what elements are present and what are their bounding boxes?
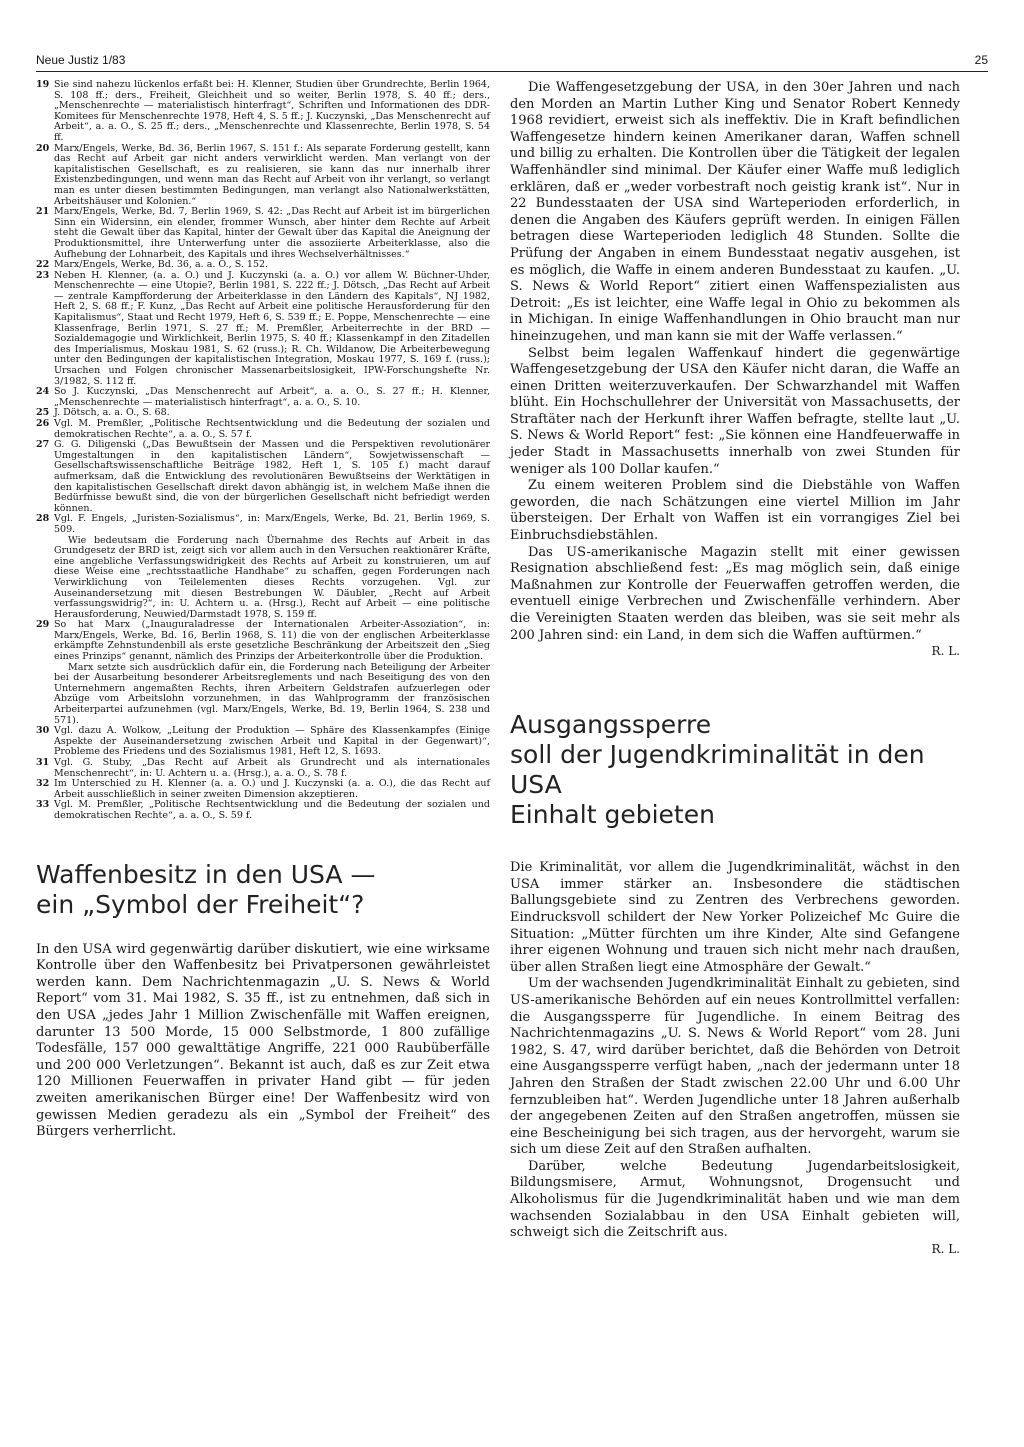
footnote-number: 33	[36, 799, 50, 811]
footnote-text: So J. Kuczynski, „Das Menschenrecht auf Arbeit“, a. a. O., S. 27 ff.; H. Klenner, „Menschenrechte — materialistisch hinterfragt“, a. a. O., S. 10.	[54, 386, 490, 408]
footnote-text: Vgl. M. Premßler, „Politische Rechtsentwicklung und die Bedeutung der sozialen und demokratischen Rechte“, a. a. O., S. 57 f.	[54, 418, 490, 440]
article-paragraph: Selbst beim legalen Waffenkauf hindert die gegenwärtige Waffengesetzgebung der USA den Käufer nicht daran, die Waffe an einen Dritten weiterzuverkaufen. Der Schwarzhandel mit Waffen blüht. Ein Hochschullehrer der Universität von Massachusetts, der Straftäter nach der Herkunft ihrer Waffen befragte, stellte laut „U. S. News & World Report“ fest: „Sie können eine Handfeuerwaffe in jeder Stadt in Massachusetts innerhalb von zwei Stunden für weniger als 100 Dollar kaufen.“	[510, 345, 960, 477]
footnote	[36, 419, 490, 440]
footnote-text: J. Dötsch, a. a. O., S. 68.	[54, 407, 170, 419]
footnote	[36, 440, 490, 514]
article-paragraph: Die Kriminalität, vor allem die Jugendkriminalität, wächst in den USA immer stärker an. Insbesondere die städtischen Ballungsgebiete sind zu Zentren des Verbrechens geworden. Eindrucksvoll schildert der New Yorker Polizeichef Mc Guire die Situation: „Mütter fürchten um ihre Kinder, Alte sind Gefangene ihrer eigenen Wohnung und trauen sich nicht mehr nach draußen, über allen Straßen liegt eine Atmosphäre der Gewalt.“	[510, 860, 960, 975]
article-title-line: soll der Jugendkriminalität in den USA	[510, 740, 925, 800]
article-paragraph: Darüber, welche Bedeutung Jugendarbeitslosigkeit, Bildungsmisere, Armut, Wohnungsnot, Drogensucht und Alkoholismus für die Jugendkriminalität haben und wie man dem wachsenden Sozialabbau in den USA Einhalt gebieten will, schweigt sich die Zeitschrift aus.	[510, 1158, 960, 1241]
page-number: 25	[974, 53, 988, 67]
article-title-line: Waffenbesitz in den USA —	[36, 859, 376, 889]
footnote-text: Vgl. M. Premßler, „Politische Rechtsentwicklung und die Bedeutung der sozialen und demokratischen Rechte“, a. a. O., S. 59 f.	[54, 799, 490, 821]
footnote-continuation: Marx setzte sich ausdrücklich dafür ein, die Forderung nach Beteiligung der Arbeiter bei der Ausarbeitung besonderer Arbeitsreglements und nach Beseitigung des von den Unternehmern angemaßten Rechts, ihren Arbeitern Geldstrafen aufzuerlegen oder Abzüge vom Arbeitslohn vorzunehmen, in das Wahlprogramm der französischen Arbeiterpartei aufzunehmen (vgl. Marx/Engels, Werke, Bd. 19, Berlin 1964, S. 238 und 571).	[54, 661, 490, 726]
article-paragraph: Die Waffengesetzgebung der USA, in den 30er Jahren und nach den Morden an Martin Luther King und Senator Robert Kennedy 1968 revidiert, erweist sich als ineffektiv. Die in Kraft befindlichen Waffengesetze hindern keinen Amerikaner daran, Waffen schnell und billig zu erhalten. Die Kontrollen über die Tätigkeit der legalen Waffenhändler sind minimal. Der Käufer einer Waffe muß lediglich erklären, daß er „weder vorbestraft noch geistig krank ist“. Nur in 22 Bundesstaaten der USA sind Warteperioden erforderlich, in denen die Angaben des Käufers geprüft werden. In einigen Fällen betragen diese Warteperioden lediglich 48 Stunden. Sollte die Prüfung der Angaben in einem Bundesstaat negativ ausgehen, ist es möglich, die Waffe in einem anderen Bundesstaat zu kaufen. „U. S. News & World Report“ zitiert einen Waffenspezialisten aus Detroit: „Es ist leichter, eine Waffe legal in Ohio zu bekommen als in Michigan. In einige Waffenhandlungen in Ohio braucht man nur hineinzugehen, und man kann sie mit der Waffe verlassen.“	[510, 80, 960, 344]
footnote-number: 28	[36, 513, 50, 525]
journal-title: Neue Justiz 1/83	[36, 53, 126, 67]
footnote-text: Neben H. Klenner, (a. a. O.) und J. Kuczynski (a. a. O.) vor allem W. Büchner-Uhder, Menschenrechte — eine Utopie?, Berlin 1981, S. 222 ff.; J. Dötsch, „Das Recht auf Arbeit — zentrale Kampfforderung der Arbeiterklasse in den Ländern des Kapitals“, NJ 1982, Heft 2, S. 68 ff.; F. Kunz, „Das Recht auf Arbeit eine politische Herausforderung für den Kapitalismus“, Staat und Recht 1979, Heft 6, S. 539 ff.; E. Poppe, Menschenrechte — eine Klassenfrage, Berlin 1971, S. 27 ff.; M. Premßler, Arbeiterrechte in der BRD — Sozialdemagogie und Wirklichkeit, Berlin 1975, S. 40 ff.; Klassenkampf in den Zitadellen des Imperialismus, Moskau 1981, S. 62 (russ.); R. Ch. Wildanow, Die Arbeiterbewegung unter den Bedingungen der kapitalistischen Integration, Moskau 1977, S. 169 f. (russ.); Ursachen und Folgen chronischer Massenarbeitslosigkeit, IPW-Forschungshefte Nr. 3/1982, S. 112 ff.	[54, 269, 490, 387]
footnote-number: 24	[36, 386, 50, 398]
footnote-number: 29	[36, 619, 50, 631]
footnote	[36, 207, 490, 260]
footnote-number: 19	[36, 79, 50, 90]
footnote-text: Vgl. dazu A. Wolkow, „Leitung der Produktion — Sphäre des Klassenkampfes (Einige Aspekte der Auseinandersetzung zwischen Arbeit und Kapital in der Gegenwart)“, Probleme des Friedens und des Sozialismus 1981, Heft 12, S. 1693.	[54, 725, 490, 758]
footnote-number: 30	[36, 725, 50, 737]
footnote-text: Marx/Engels, Werke, Bd. 36, a. a. O., S. 152.	[54, 259, 269, 271]
footnote-number: 22	[36, 259, 50, 271]
footnote	[36, 514, 490, 535]
footnote-number: 20	[36, 142, 50, 154]
footnote-text: Vgl. F. Engels, „Juristen-Sozialismus“, in: Marx/Engels, Werke, Bd. 21, Berlin 1969, S. 509.	[54, 513, 490, 535]
footnote-text: Sie sind nahezu lückenlos erfaßt bei: H. Klenner, Studien über Grundrechte, Berlin 1964, S. 108 ff.; ders., Freiheit, Gleichheit und so weiter, Berlin 1978, S. 40 ff.; ders., „Menschenrechte — materialistisch hinterfragt“, Schriften und Informationen des DDR-Komitees für Menschenrechte 1978, Heft 4, S. 5 ff.; J. Kuczynski, „Das Menschenrecht auf Arbeit“, a. a. O., S. 25 ff.; ders., „Menschenrechte und Klassenrechte, Berlin 1978, S. 54 ff.	[54, 79, 490, 143]
page-header	[36, 53, 988, 72]
footnotes	[36, 80, 490, 822]
footnote-text: Vgl. G. Stuby, „Das Recht auf Arbeit als Grundrecht und als internationales Menschenrecht“, in: U. Achtern u. a. (Hrsg.), a. a. O., S. 78 f.	[54, 757, 490, 779]
right-column	[510, 80, 960, 1256]
article-paragraph: Um der wachsenden Jugendkriminalität Einhalt zu gebieten, sind US-amerikanische Behörden auf ein neues Kontrollmittel verfallen: die Ausgangssperre für Jugendliche. In einem Beitrag des Nachrichtenmagazins „U. S. News & World Report“ vom 28. Juni 1982, S. 47, wird darüber berichtet, daß die Behörden von Detroit eine Ausgangssperre verfügt haben, „nach der jedermann unter 18 Jahren den Straßen der Stadt zwischen 22.00 Uhr und 6.00 Uhr fernzubleiben hat“. Werden Jugendliche unter 18 Jahren außerhalb der angegebenen Zeiten auf den Straßen angetroffen, müssen sie eine Bescheinigung bei sich tragen, aus der hervorgeht, warum sie sich um diese Zeit auf den Straßen aufhalten.	[510, 976, 960, 1158]
author-signature: R. L.	[931, 644, 960, 659]
article-title-curfew	[510, 710, 960, 830]
footnote	[36, 387, 490, 408]
article-title-line: ein „Symbol der Freiheit“?	[36, 889, 365, 919]
footnote-continuation: Wie bedeutsam die Forderung nach Übernahme des Rechts auf Arbeit in das Grundgesetz der BRD ist, zeigt sich vor allem auch in den Versuchen reaktionärer Kräfte, eine angebliche Verfassungswidrigkeit des Rechts auf Arbeit zu konstruieren, um auf diese Weise eine „rechtsstaatliche Handhabe“ zu schaffen, gegen Forderungen nach Verwirklichung von Teilelementen dieses Rechts vorzugehen. Vgl. zur Auseinandersetzung mit diesen Bestrebungen W. Däubler, „Recht auf Arbeit verfassungswidrig?“, in: U. Achtern u. a. (Hrsg.), Recht auf Arbeit — eine politische Herausforderung, Neuwied/Darmstadt 1978, S. 159 ff.	[54, 534, 490, 620]
footnote	[36, 80, 490, 144]
footnote-text: Im Unterschied zu H. Klenner (a. a. O.) und J. Kuczynski (a. a. O.), die das Recht auf Arbeit ausschließlich in seiner zweiten Dimension akzeptieren.	[54, 778, 490, 800]
footnote-number: 21	[36, 206, 50, 218]
footnote-number: 31	[36, 757, 50, 768]
footnote-number: 27	[36, 439, 50, 451]
footnote-text: Marx/Engels, Werke, Bd. 7, Berlin 1969, S. 42: „Das Recht auf Arbeit ist im bürgerlichen Sinn ein Widersinn, ein elender, frommer Wunsch, aber hinter dem Rechte auf Arbeit steht die Gewalt über das Kapital, hinter der Gewalt über das Kapital die Aneignung der Produktionsmittel, ihre Unterwerfung unter die assoziierte Arbeiterklasse, also die Aufhebung der Lohnarbeit, des Kapitals und ihres Wechselverhältnisses.“	[54, 206, 490, 260]
author-signature: R. L.	[931, 1241, 960, 1256]
article-title-line: Einhalt gebieten	[510, 800, 715, 830]
footnote-text: So hat Marx („Inauguraladresse der Internationalen Arbeiter-Assoziation“, in: Marx/Engels, Werke, Bd. 16, Berlin 1968, S. 11) die von der englischen Arbeiterklasse erkämpfte Zehnstundenbill als erste gesetzliche Beschränkung der Arbeitszeit den „Sieg eines Prinzips“ genannt, nämlich des Prinzips der Arbeiterkontrolle über die Produktion.	[54, 619, 490, 663]
footnote	[36, 144, 490, 208]
footnote-number: 32	[36, 778, 50, 790]
left-column	[36, 80, 490, 1141]
article-title-line: Ausgangssperre	[510, 710, 712, 740]
article-paragraph: Das US-amerikanische Magazin stellt mit einer gewissen Resignation abschließend fest: „Es mag möglich sein, daß einige Maßnahmen zur Kontrolle der Feuerwaffen getroffen werden, die eventuell einige Verbrechen und Zwischenfälle verhindern. Aber die Vereinigten Staaten werden das bleiben, was sie seit mehr als 200 Jahren sind: ein Land, in dem sich die Waffen auftürmen.“	[510, 544, 960, 643]
article-title-weapons	[36, 860, 490, 920]
footnote-number: 26	[36, 418, 50, 429]
footnote	[36, 271, 490, 388]
footnote-number: 25	[36, 407, 50, 419]
article-paragraph: Zu einem weiteren Problem sind die Diebstähle von Waffen geworden, die nach Schätzungen eine viertel Million im Jahr übersteigen. Der Erhalt von Waffen ist ein vorrangiges Ziel bei Einbruchsdiebstählen.	[510, 478, 960, 544]
footnote-text: G. G. Diligenski („Das Bewußtsein der Massen und die Perspektiven revolutionärer Umgestaltungen in den kapitalistischen Ländern“, Sowjetwissenschaft — Gesellschaftswissenschaftliche Beiträge 1982, Heft 1, S. 105 f.) macht darauf aufmerksam, daß die Entwicklung des revolutionären Bewußtseins der Werktätigen in den kapitalistischen Gesellschaft direkt davon abhängig ist, in welchem Maße ihnen die Bedürfnisse bewußt sind, die von der bürgerlichen Gesellschaft nicht befriedigt werden können.	[54, 439, 490, 514]
footnote	[36, 779, 490, 800]
footnote	[36, 758, 490, 779]
footnote	[36, 726, 490, 758]
footnote-text: Marx/Engels, Werke, Bd. 36, Berlin 1967, S. 151 f.: Als separate Forderung gestellt, kann das Recht auf Arbeit gar nicht anders verwirklicht werden. Man verlangt von der kapitalistischen Gesellschaft, es zu realisieren, sie kann das nur innerhalb ihrer Existenzbedingungen, und wenn man das Recht auf Arbeit von ihr verlangt, so verlangt man es unter diesen bestimmten Bedingungen, man verlangt also Nationalwerkstätten, Arbeitshäuser und Kolonien.“	[54, 142, 490, 207]
footnote	[36, 800, 490, 821]
footnote	[36, 620, 490, 662]
footnote-number: 23	[36, 269, 50, 281]
article-paragraph: In den USA wird gegenwärtig darüber diskutiert, wie eine wirksame Kontrolle über den Waffenbesitz bei Privatpersonen gewährleistet werden kann. Dem Nachrichtenmagazin „U. S. News & World Report“ vom 31. Mai 1982, S. 35 ff., ist zu entnehmen, daß sich in den USA „jedes Jahr 1 Million Zwischenfälle mit Waffen ereignen, darunter 13 500 Morde, 15 000 Selbstmorde, 1 800 zufällige Todesfälle, 157 000 gewalttätige Angriffe, 221 000 Raubüberfälle und 200 000 Verletzungen“. Bekannt ist auch, daß es zur Zeit etwa 120 Millionen Feuerwaffen in privater Hand gibt — für jeden zweiten amerikanischen Bürger eine! Der Waffenbesitz wird von gewissen Medien geradezu als ein „Symbol der Freiheit“ des Bürgers verherrlicht.	[36, 941, 490, 1140]
